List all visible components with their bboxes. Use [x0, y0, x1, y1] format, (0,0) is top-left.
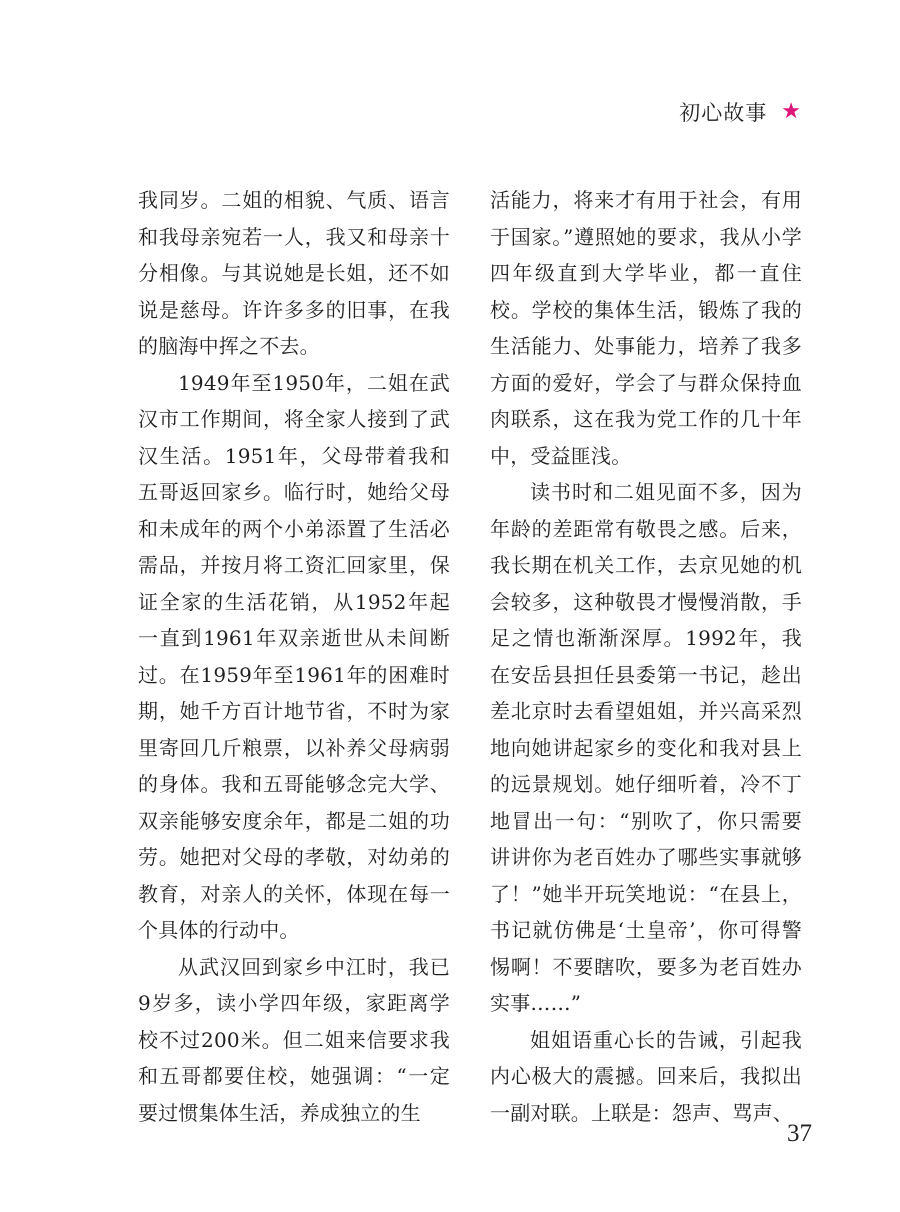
article-body	[138, 182, 802, 1125]
star-icon: ★	[781, 99, 802, 124]
paragraph: 1949年至1950年，二姐在武汉市工作期间，将全家人接到了武汉生活。1951年，父母带着我和五哥返回家乡。临行时，她给父母和未成年的两个小弟添置了生活必需品，并按月将工资汇回家里，保证全家的生活花销，从1952年起一直到1961年双亲逝世从未间断过。在1959年至1961年的困难时期，她千方百计地节省，不时为家里寄回几斤粮票，以补养父母病弱的身体。我和五哥能够念完大学、双亲能够安度余年，都是二姐的功劳。她把对父母的孝敬，对幼弟的教育，对亲人的关怀，体现在每一个具体的行动中。	[138, 370, 450, 942]
paragraph: 读书时和二姐见面不多，因为年龄的差距常有敬畏之感。后来，我长期在机关工作，去京见她的机会较多，这种敬畏才慢慢消散，手足之情也渐渐深厚。1992年，我在安岳县担任县委第一书记，趁出差北京时去看望姐姐，并兴高采烈地向她讲起家乡的变化和我对县上的远景规划。她仔细听着，冷不丁地冒出一句：“别吹了，你只需要讲讲你为老百姓办了哪些实事就够了！”她半开玩笑地说：“在县上，书记就仿佛是‘土皇帝’，你可得警惕啊！不要瞎吹，要多为老百姓办实事……”	[490, 480, 802, 1015]
left-column	[138, 182, 450, 1125]
right-column	[490, 182, 802, 1125]
paragraph: 活能力，将来才有用于社会，有用于国家。”遵照她的要求，我从小学四年级直到大学毕业，都一直住校。学校的集体生活，锻炼了我的生活能力、处事能力，培养了我多方面的爱好，学会了与群众保持血肉联系，这在我为党工作的几十年中，受益匪浅。	[490, 188, 802, 468]
running-header	[679, 92, 802, 132]
paragraph: 从武汉回到家乡中江时，我已9岁多，读小学四年级，家距离学校不过200米。但二姐来信要求我和五哥都要住校，她强调：“一定要过惯集体生活，养成独立的生	[138, 954, 450, 1125]
section-title: 初心故事	[679, 101, 768, 125]
paragraph: 姐姐语重心长的告诫，引起我内心极大的震撼。回来后，我拟出一副对联。上联是：怨声、骂声、	[490, 1027, 802, 1125]
page-number: 37	[787, 1120, 812, 1147]
paragraph: 我同岁。二姐的相貌、气质、语言和我母亲宛若一人，我又和母亲十分相像。与其说她是长姐，还不如说是慈母。许许多多的旧事，在我的脑海中挥之不去。	[138, 188, 450, 358]
